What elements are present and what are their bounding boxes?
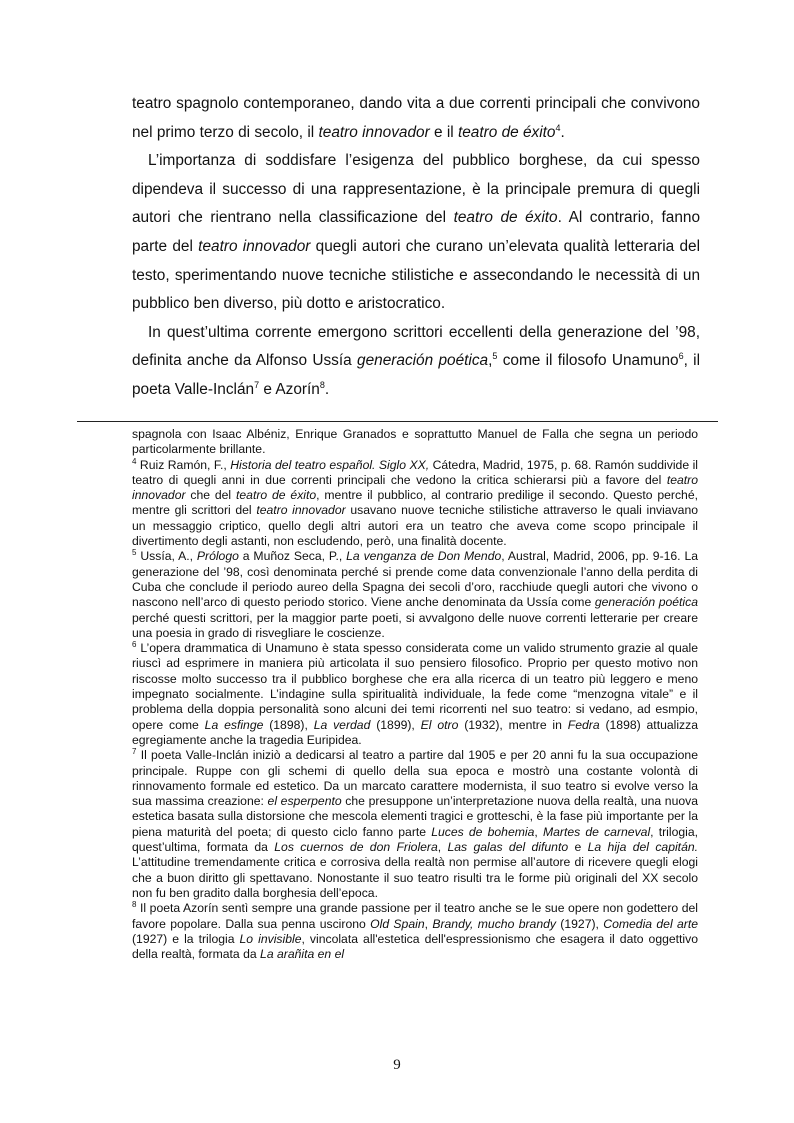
footnote-number: 8 bbox=[132, 900, 137, 910]
footnote-ref-6[interactable]: 6 bbox=[678, 351, 684, 362]
footnote-8 bbox=[132, 901, 698, 962]
text-run: . Al contrario, fanno parte del bbox=[132, 209, 701, 255]
italic-term: teatro de éxito bbox=[453, 209, 558, 227]
text-run: teatro spagnolo contemporaneo, dando vita a due correnti principali che convivono nel primo terzo di secolo, il bbox=[132, 95, 700, 141]
italic-term: teatro innovador bbox=[256, 503, 346, 518]
footnote-4 bbox=[132, 458, 698, 550]
text-run: e Azorín bbox=[259, 380, 320, 398]
text-run: , bbox=[437, 840, 448, 855]
page-number: 9 bbox=[393, 1057, 401, 1073]
text-run: (1932), mentre in bbox=[458, 717, 568, 732]
footnote-number: 4 bbox=[132, 456, 137, 466]
text-run: Ussía, A., bbox=[136, 549, 197, 564]
footnote-ref-4[interactable]: 4 bbox=[555, 122, 561, 133]
italic-term: Fedra bbox=[567, 717, 600, 732]
text-run: In quest’ultima corrente emergono scrittori eccellenti della generazione del ’98, definita anche da Alfonso Ussía bbox=[132, 323, 700, 370]
text-run: . bbox=[560, 123, 565, 141]
italic-term: La venganza de Don Mendo bbox=[346, 549, 502, 564]
italic-term: teatro de éxito bbox=[236, 488, 317, 503]
text-run: L’opera drammatica di Unamuno è stata spesso considerata come un valido strumento grazie al quale riuscì ad esprimere in maniera più articolata il suo pensiero filosofico. Proprio per questo motivo non riscosse molto successo tra il pubblico borghese che era alla ricerca di un teatro più leggero e meno impegnato socialmente. L’indagine sulla spiritualità individuale, la fede come “menzogna vitale” e il problema della doppia personalità sono alcuni dei temi ricorrenti nel suo teatro: si vedano, ad esmpio, opere come bbox=[132, 641, 698, 732]
body-text bbox=[132, 90, 700, 405]
italic-term: La esfinge bbox=[204, 717, 264, 732]
italic-term: Martes de carneval bbox=[542, 824, 651, 839]
paragraph-3 bbox=[132, 319, 700, 405]
italic-term: Old Spain bbox=[370, 916, 425, 931]
italic-term: teatro innovador bbox=[132, 472, 698, 503]
text-run: e il bbox=[429, 123, 458, 141]
text-run: come il filosofo Unamuno bbox=[497, 352, 679, 370]
italic-term: La verdad bbox=[313, 717, 371, 732]
footnote-number: 5 bbox=[132, 548, 137, 558]
text-run: . bbox=[324, 380, 330, 398]
italic-term: Comedia del arte bbox=[603, 916, 699, 931]
footnote-ref-5[interactable]: 5 bbox=[492, 351, 498, 362]
footnotes bbox=[132, 427, 698, 962]
text-run: Il poeta Azorín sentì sempre una grande passione per il teatro anche se le sue opere non godettero del favore popolare. Dalla sua penna uscirono bbox=[132, 901, 698, 931]
text-run: , bbox=[534, 824, 543, 839]
text-run: , vincolata all'estetica dell'espressionismo che esagera il dato oggettivo della realtà, formata da bbox=[132, 931, 699, 962]
italic-term: Luces de bohemia bbox=[431, 824, 535, 839]
italic-term: La arañita en el bbox=[260, 947, 345, 962]
italic-term: Brandy, mucho brandy bbox=[432, 916, 556, 931]
text-run: L’importanza di soddisfare l’esigenza del pubblico borghese, da cui spesso dipendeva il successo di una rappresentazione, è la principale premura di quegli autori che rientrano nella classificazione del bbox=[132, 152, 700, 227]
text-run: (1898) attualizza egregiamente anche la tragedia Euripidea. bbox=[132, 717, 699, 747]
paragraph-2 bbox=[132, 147, 700, 319]
footnote-ref-8[interactable]: 8 bbox=[319, 379, 325, 390]
footnote-6 bbox=[132, 641, 698, 748]
text-run: (1898), bbox=[263, 717, 314, 732]
text-run: a Muñoz Seca, P., bbox=[238, 549, 347, 564]
footnote-continuation bbox=[132, 427, 698, 458]
italic-term: teatro innovador bbox=[198, 237, 311, 255]
text-run: (1927), bbox=[555, 916, 604, 931]
footnote-ref-7[interactable]: 7 bbox=[254, 379, 260, 390]
text-run: (1927) e la trilogia bbox=[132, 931, 240, 946]
text-run: , bbox=[424, 916, 433, 931]
footnote-number: 7 bbox=[132, 747, 137, 757]
text-run: Il poeta Valle-Inclán iniziò a dedicarsi al teatro a partire dal 1905 e per 20 anni fu la sua occupazione principale. Ruppe con gli schemi di quello della sua epoca e mostrò una costante volontà di rinnovamento formale ed estetico. Da un marcato carattere modernista, il suo teatro si evolve verso la sua massima creazione: bbox=[132, 748, 698, 809]
italic-term: generación poética bbox=[357, 352, 489, 370]
text-run: che presuppone un’interpretazione nuova della realtà, una nuova estetica basata sulla distorsione che mescola elementi tragici e grotteschi, è la fase più importante per la piena maturità del poeta; di questo ciclo fanno parte bbox=[132, 794, 699, 839]
italic-term: La hija del capitán. bbox=[587, 840, 699, 855]
italic-term: Lo invisible bbox=[239, 931, 302, 946]
text-run: , il poeta Valle-Inclán bbox=[132, 352, 701, 398]
text-run: , trilogia, quest’ultima, formata da bbox=[132, 824, 698, 855]
text-run: usavano nuove tecniche stilistiche attraverso le quali inviavano un messaggio criptico, quello degli altri autori era un teatro che aveva come scopo principale il divertimento degli astanti, non escludendo, però, una finalità docente. bbox=[132, 503, 698, 549]
text-run: , mentre il pubblico, al contrario predilige il secondo. Questo perché, mentre gli scrittori del bbox=[132, 488, 698, 518]
footnote-number: 6 bbox=[132, 640, 137, 650]
italic-term: el esperpento bbox=[267, 794, 342, 809]
italic-term: Los cuernos de don Friolera bbox=[274, 840, 438, 855]
text-run: Cátedra, Madrid, 1975, p. 68. Ramón suddivide il teatro di quegli anni in due correnti principali che vedono la critica schierarsi più a favore del bbox=[132, 457, 698, 487]
text-run: , Austral, Madrid, 2006, pp. 9-16. La generazione del ’98, così denominata perché si prende come data convenzionale l’anno della perdita di Cuba che conclude il periodo aureo della Spagna dei secoli d’oro, racchiude quegli autori che vivono o nascono nell’arco di questo periodo storico. Viene anche denominata da Ussía come bbox=[132, 549, 699, 610]
italic-term: Historia del teatro español. Siglo XX, bbox=[230, 457, 430, 472]
italic-term: El otro bbox=[420, 717, 459, 732]
text-run: (1899), bbox=[370, 717, 421, 732]
italic-term: teatro innovador bbox=[318, 123, 430, 141]
footnote-7 bbox=[132, 748, 698, 901]
italic-term: Las galas del difunto bbox=[447, 840, 569, 855]
italic-term: teatro de éxito bbox=[457, 123, 556, 141]
text-run: quegli autori che curano un’elevata qualità letteraria del testo, sperimentando nuove tecniche stilistiche e assecondando le necessità di un pubblico ben diverso, più dotto e aristocratico. bbox=[132, 237, 700, 313]
text-run: che del bbox=[185, 488, 236, 503]
text-run: Ruiz Ramón, F., bbox=[136, 457, 231, 472]
text-run: spagnola con Isaac Albéniz, Enrique Granados e soprattutto Manuel de Falla che segna un periodo particolarmente brillante. bbox=[132, 427, 698, 457]
footnote-5 bbox=[132, 549, 698, 641]
text-run: perché questi scrittori, per la maggior parte poeti, si avvalgono delle nuove correnti letterarie per creare una poesia in grado di risvegliare le coscienze. bbox=[132, 610, 698, 640]
italic-term: generación poética bbox=[594, 595, 698, 610]
footnote-separator bbox=[77, 421, 718, 422]
italic-term: Prólogo bbox=[196, 549, 239, 564]
text-run: e bbox=[568, 840, 588, 855]
text-run: L’attitudine tremendamente critica e corrosiva della realtà non permise all’autore di ricevere quegli elogi che a buon diritto gli spettavano. Nonostante il suo teatro risulti tra le forme più originali del XX secolo non fu ben gradito dalla borghesia dell’epoca. bbox=[132, 855, 698, 900]
paragraph-1 bbox=[132, 90, 700, 147]
text-run: , bbox=[488, 352, 493, 370]
